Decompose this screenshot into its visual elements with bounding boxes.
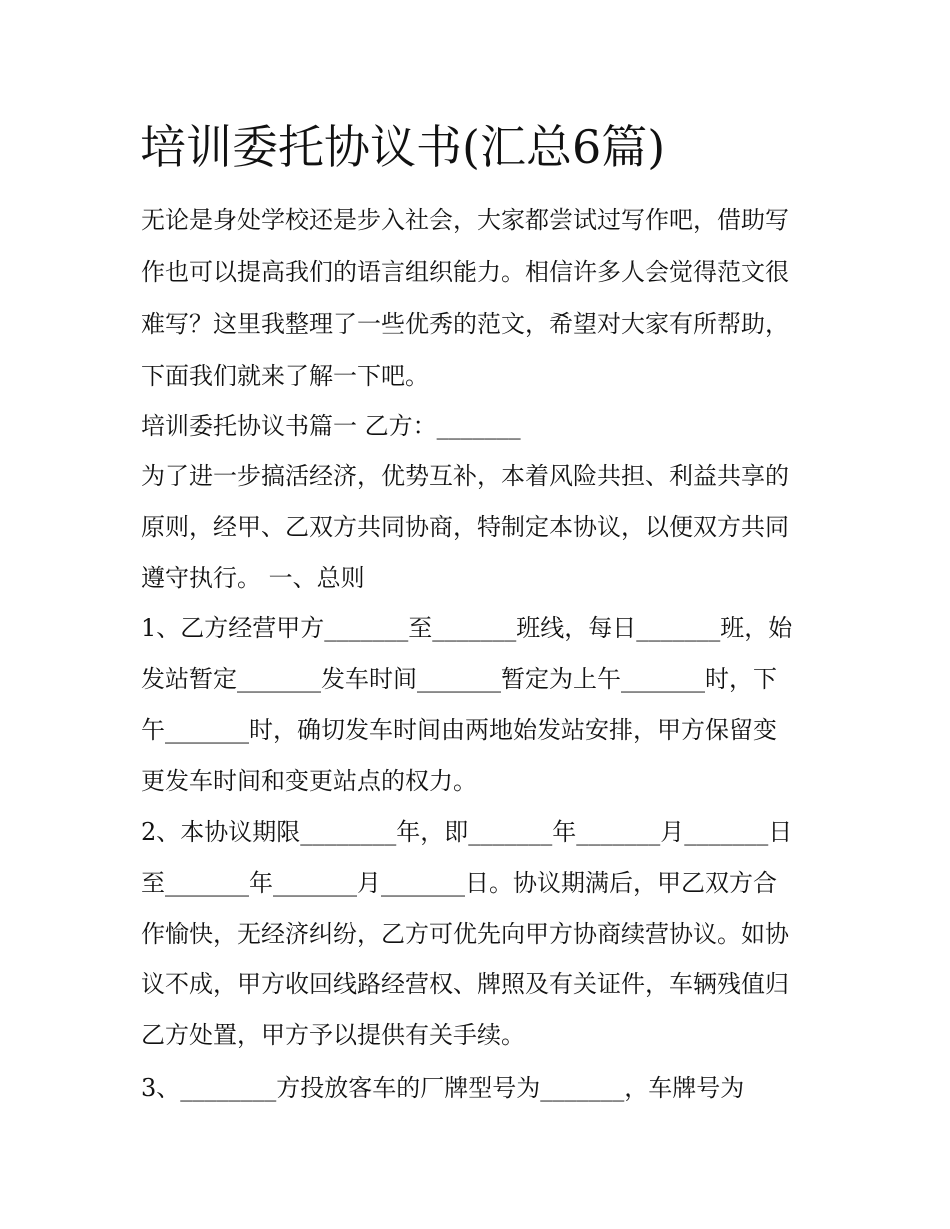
intro-line-4: 下面我们就来了解一下吧。 [141, 362, 429, 390]
clause-2-line-1: 2、本协议期限________年，即_______年_______月_______日 [141, 818, 793, 846]
clause-2-line-2: 至_______年_______月_______日。协议期满后，甲乙双方合 [141, 869, 777, 897]
intro-line-3: 难写？这里我整理了一些优秀的范文，希望对大家有所帮助， [141, 310, 789, 338]
preamble-line-3: 遵守执行。 一、总则 [141, 564, 365, 592]
clause-1-line-1: 1、乙方经营甲方_______至_______班线，每日_______班，始 [141, 614, 793, 642]
clause-1-line-2: 发站暂定_______发车时间_______暂定为上午_______时，下 [141, 665, 777, 693]
clause-2-line-4: 议不成，甲方收回线路经营权、牌照及有关证件，车辆残值归 [141, 970, 789, 998]
intro-line-2: 作也可以提高我们的语言组织能力。相信许多人会觉得范文很 [141, 258, 789, 286]
clause-3-line-1: 3、________方投放客车的厂牌型号为_______，车牌号为 [141, 1074, 745, 1102]
preamble-line-2: 原则，经甲、乙双方共同协商，特制定本协议，以便双方共同 [141, 513, 789, 541]
clause-2-line-3: 作愉快，无经济纠纷，乙方可优先向甲方协商续营协议。如协 [141, 920, 789, 948]
clause-1-line-4: 更发车时间和变更站点的权力。 [141, 767, 477, 795]
clause-1-line-3: 午_______时，确切发车时间由两地始发站安排，甲方保留变 [141, 716, 777, 744]
document-title: 培训委托协议书(汇总6篇) [140, 120, 666, 174]
intro-line-1: 无论是身处学校还是步入社会，大家都尝试过写作吧，借助写 [141, 206, 789, 234]
preamble-line-1: 为了进一步搞活经济，优势互补，本着风险共担、利益共享的 [141, 462, 789, 490]
clause-2-line-5: 乙方处置，甲方予以提供有关手续。 [141, 1021, 525, 1049]
section-heading-line: 培训委托协议书篇一 乙方：_______ [141, 412, 521, 440]
